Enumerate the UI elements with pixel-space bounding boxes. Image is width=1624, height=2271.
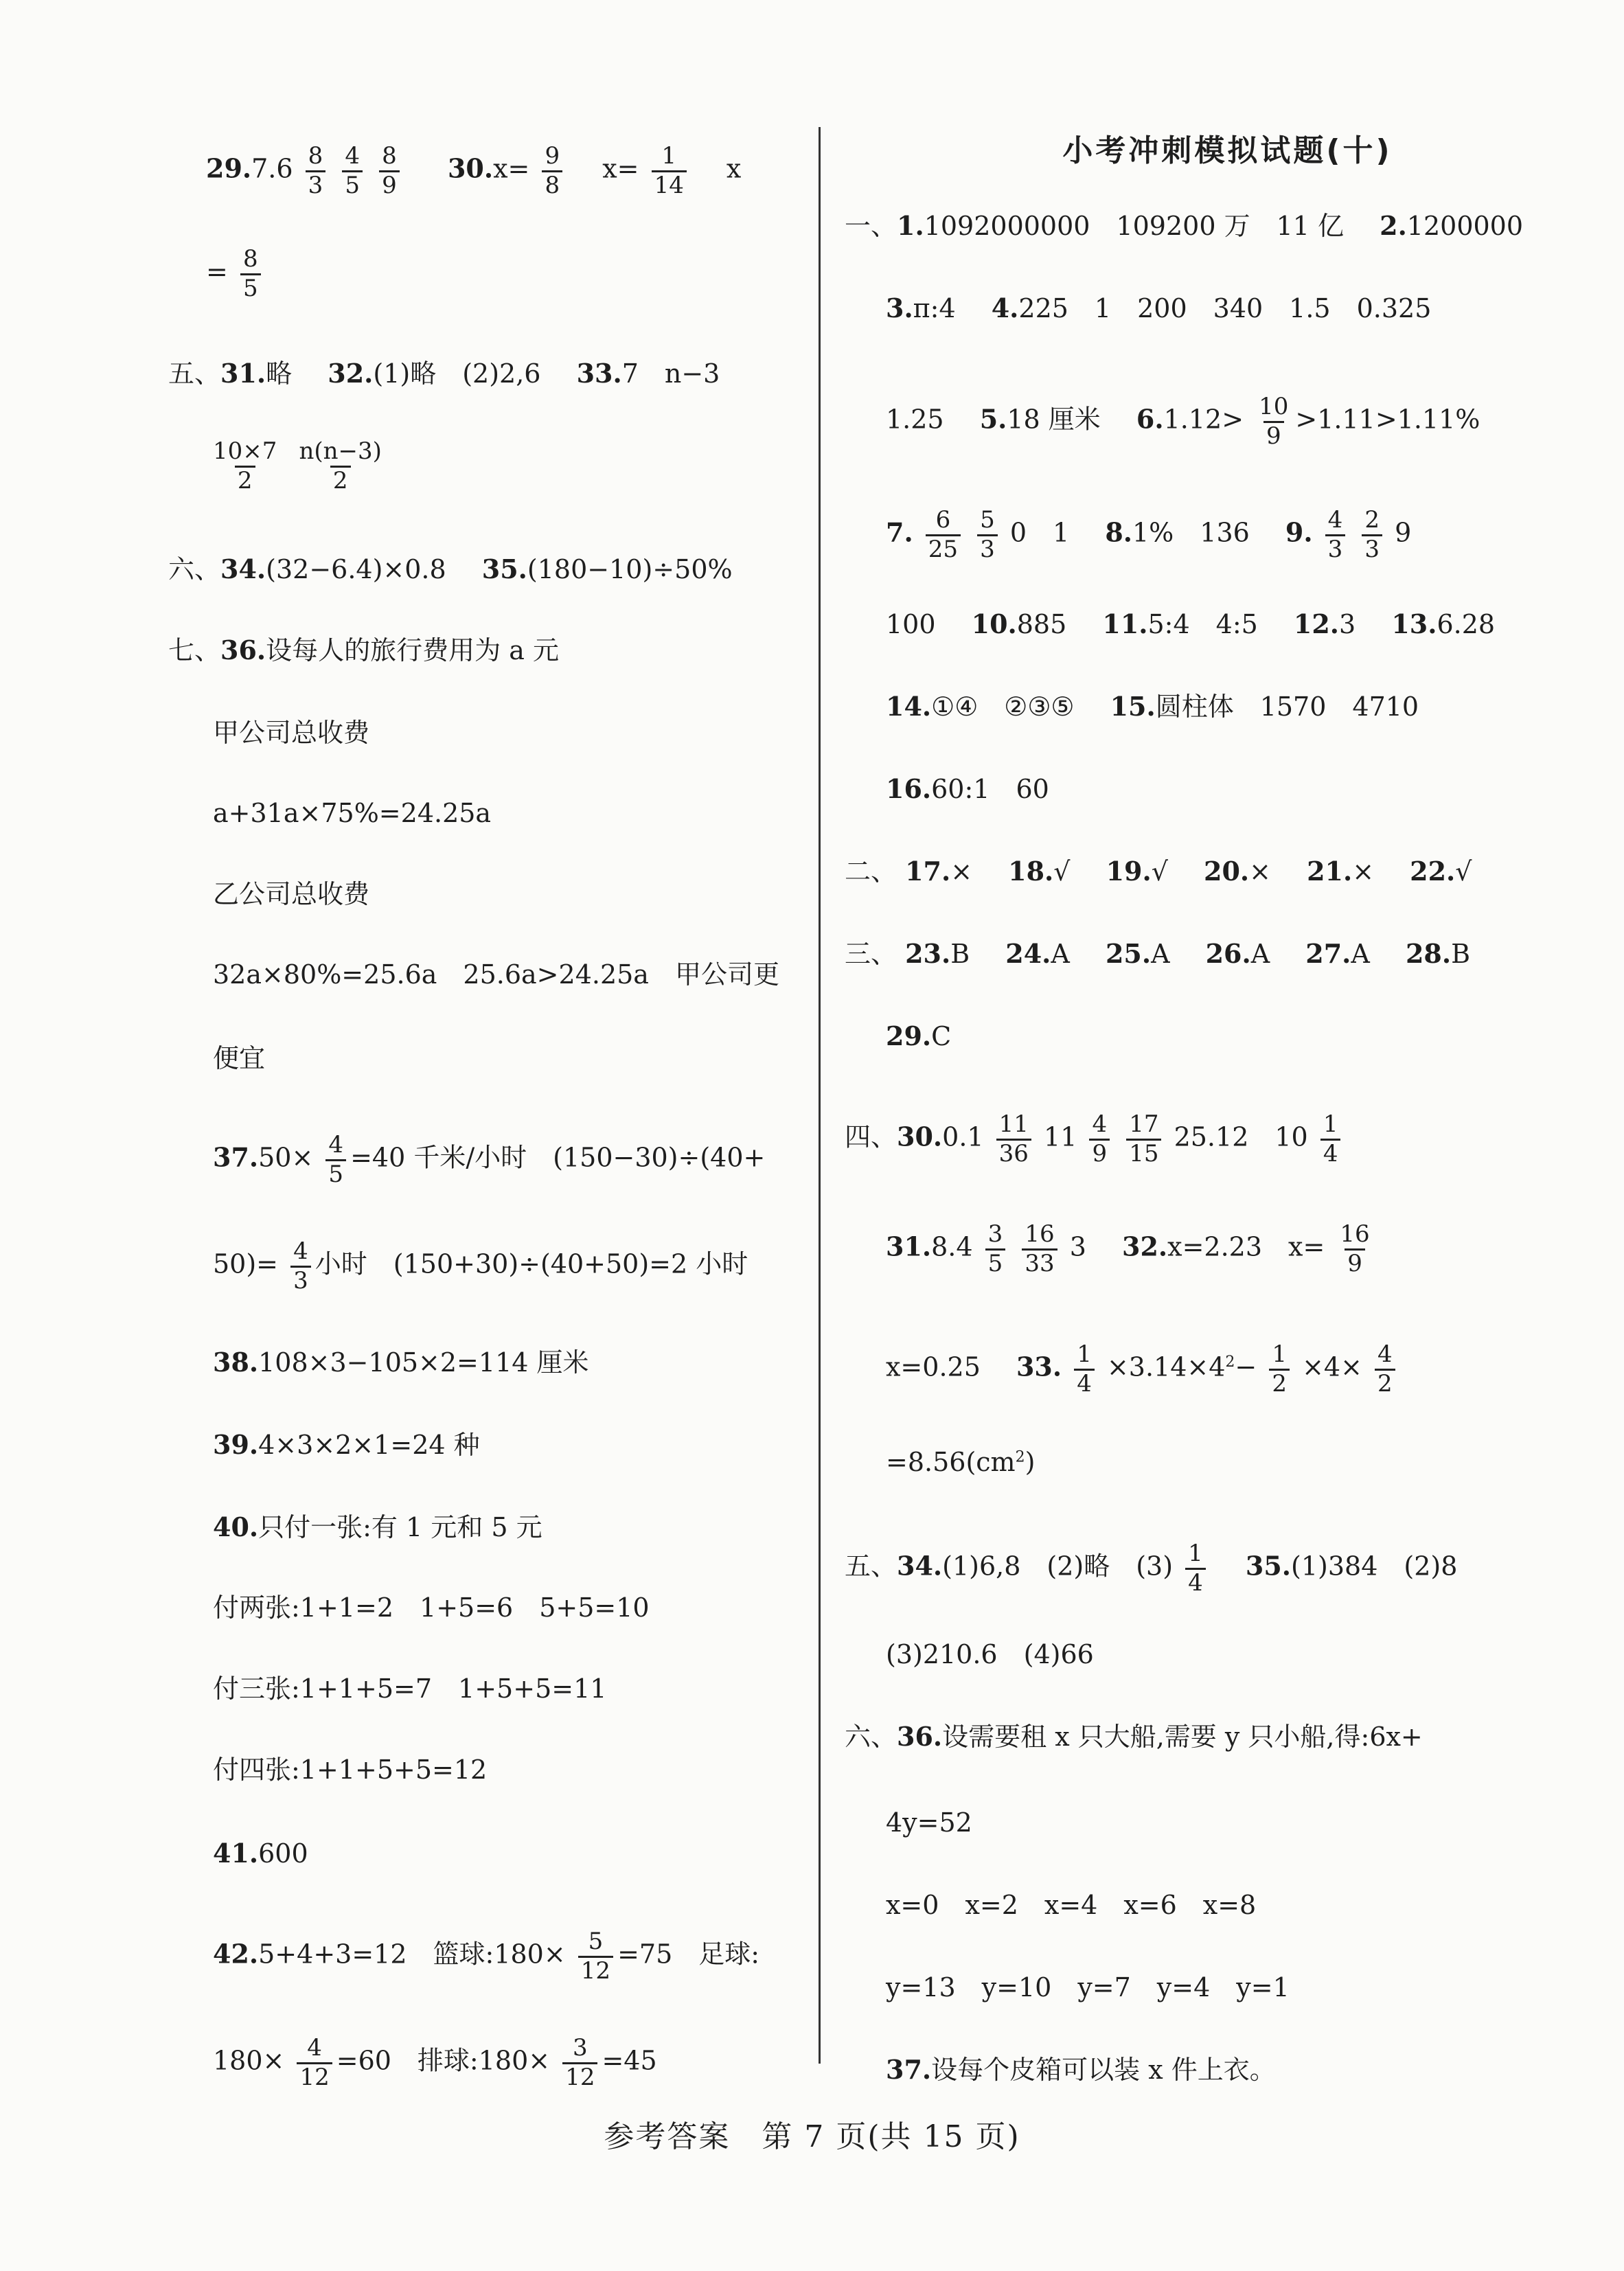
fraction: $\frac{3}{12}$ — [562, 2036, 597, 2090]
fraction: $\frac{17}{15}$ — [1126, 1112, 1161, 1166]
fraction: $\frac{1}{2}$ — [1269, 1343, 1290, 1396]
fraction: $\frac{8}{3}$ — [306, 144, 326, 198]
fraction: $\frac{1}{4}$ — [1074, 1343, 1095, 1396]
right-row-11: 四、30.0.1 $\frac{11}{36}$ 11 $\frac{4}{9}$ $\frac{17}{15}$ 25.12 10 $\frac{1}{4}$ — [845, 1112, 1345, 1166]
right-row-2: 3.π:4 4.225 1 200 340 1.5 0.325 — [886, 293, 1432, 323]
answer-42: 42.5+4+3=12 篮球:180× $\frac{5}{12}$ =75 足球: — [213, 1928, 760, 1985]
fraction: $\frac{1}{4}$ — [1320, 1112, 1341, 1166]
answer-36-line-1: 甲公司总收费 — [213, 718, 370, 748]
answer-29: 29.7.6 $\frac{8}{3}$ $\frac{4}{5}$ $\frac{8}{9}$ 30.x= $\frac{9}{8}$ x= $\frac{1}{14}$ x — [206, 142, 742, 199]
answer-36-line-3: 乙公司总收费 — [213, 879, 370, 909]
right-row-18: 4y=52 — [886, 1807, 972, 1838]
fraction: $\frac{4}{3}$ — [290, 1240, 311, 1293]
right-row-13: x=0.25 33. $\frac{1}{4}$ $\times 3.14\times 4^2-$ $\frac{1}{2}$ ×4× $\frac{4}{2}$ — [886, 1343, 1399, 1396]
fraction: $\frac{10\times 7}{2}$ — [213, 437, 277, 494]
answer-40-line-1: 付两张:1+1=2 1+5=6 5+5=10 — [213, 1593, 650, 1623]
fraction: $\frac{4}{5}$ — [325, 1133, 346, 1187]
fraction: $\frac{5}{12}$ — [578, 1930, 613, 1983]
fraction: $\frac{4}{9}$ — [1089, 1112, 1110, 1166]
answer-33-fractions — [206, 437, 389, 494]
answer-40-line-3: 付四张:1+1+5+5=12 — [213, 1755, 488, 1785]
right-row-14: $=8.56(cm^2)$ — [886, 1447, 1036, 1477]
fraction: $\frac{16}{33}$ — [1022, 1222, 1057, 1276]
answer-37-cont: 50)= $\frac{4}{3}$ 小时 (150+30)÷(40+50)=2 小时 — [213, 1237, 748, 1294]
answer-37: 37.50× $\frac{4}{5}$ =40 千米/小时 (150−30)÷(40+ — [213, 1131, 766, 1188]
fraction: $\frac{2}{3}$ — [1362, 508, 1382, 562]
answer-36-line-2: a+31a×75%=24.25a — [213, 798, 492, 828]
right-row-19: x=0 x=2 x=4 x=6 x=8 — [886, 1890, 1257, 1920]
fraction: $\frac{1}{14}$ — [652, 144, 687, 198]
answer-41: 41.600 — [213, 1838, 308, 1869]
right-row-9: 三、 23.B 24.A 25.A 26.A 27.A 28.B — [845, 938, 1471, 969]
section-5-line: 五、31.略 32.(1)略 (2)2,6 33.7 n−3 — [168, 358, 720, 389]
answer-30-cont: = $\frac{8}{5}$ — [206, 247, 265, 301]
fraction: $\frac{n(n-3)}{2}$ — [299, 437, 382, 494]
fraction: $\frac{1}{4}$ — [1185, 1542, 1206, 1595]
section-title: 小考冲刺模拟试题(十) — [1062, 133, 1393, 168]
answer-38: 38.108×3−105×2=114 厘米 — [213, 1347, 589, 1378]
right-row-4: 7. $\frac{6}{25}$ $\frac{5}{3}$ 0 1 8.1% 136 9. $\frac{4}{3}$ $\frac{2}{3}$ 9 — [886, 506, 1412, 563]
answer-36-line-5: 便宜 — [213, 1043, 266, 1073]
fraction: $\frac{4}{2}$ — [1375, 1343, 1395, 1396]
fraction: $\frac{5}{3}$ — [977, 508, 998, 562]
page-footer: 参考答案 第 7 页(共 15 页) — [604, 2119, 1020, 2154]
right-row-15: 五、34.(1)6,8 (2)略 (3) $\frac{1}{4}$ 35.(1)384 (2)8 — [845, 1540, 1458, 1597]
right-row-12: 31.8.4 $\frac{3}{5}$ $\frac{16}{33}$ 3 32.x=2.23 x= $\frac{16}{9}$ — [886, 1222, 1377, 1276]
answer-42-cont: 180× $\frac{4}{12}$ =60 排球:180× $\frac{3}{12}$ =45 — [213, 2034, 657, 2091]
right-row-3: 1.25 5.18 厘米 6.1.12> $\frac{10}{9}$ >1.11>1.11% — [886, 393, 1480, 450]
right-row-16: (3)210.6 (4)66 — [886, 1639, 1094, 1669]
right-row-21: 37.设每个皮箱可以装 x 件上衣。 — [886, 2054, 1276, 2085]
right-row-8: 二、 17.× 18.√ 19.√ 20.× 21.× 22.√ — [845, 856, 1472, 887]
right-row-10: 29.C — [886, 1020, 952, 1051]
section-7-line: 七、36.设每人的旅行费用为 a 元 — [168, 635, 559, 665]
answer-40: 40.只付一张:有 1 元和 5 元 — [213, 1511, 542, 1542]
right-row-1: 一、1.1092000000 109200 万 11 亿 2.1200000 — [845, 210, 1524, 241]
fraction: $\frac{10}{9}$ — [1259, 393, 1289, 450]
right-row-7: 16.60:1 60 — [886, 773, 1049, 804]
answer-39: 39.4×3×2×1=24 种 — [213, 1429, 480, 1460]
fraction: $\frac{8}{5}$ — [240, 247, 261, 301]
answer-36-line-4: 32a×80%=25.6a 25.6a>24.25a 甲公司更 — [213, 959, 779, 990]
section-6-line: 六、34.(32−6.4)×0.8 35.(180−10)÷50% — [168, 554, 733, 584]
fraction: $\frac{8}{9}$ — [379, 144, 400, 198]
column-divider — [819, 127, 821, 2064]
right-row-17: 六、36.设需要租 x 只大船,需要 y 只小船,得:6x+ — [845, 1721, 1423, 1752]
fraction: $\frac{11}{36}$ — [996, 1112, 1031, 1166]
right-row-5: 100 10.885 11.5:4 4:5 12.3 13.6.28 — [886, 608, 1496, 639]
fraction: $\frac{4}{3}$ — [1325, 508, 1346, 562]
answer-40-line-2: 付三张:1+1+5=7 1+5+5=11 — [213, 1674, 607, 1704]
right-row-20: y=13 y=10 y=7 y=4 y=1 — [886, 1972, 1290, 2002]
fraction: $\frac{6}{25}$ — [926, 508, 961, 562]
fraction: $\frac{4}{12}$ — [297, 2036, 332, 2090]
fraction: $\frac{9}{8}$ — [542, 144, 562, 198]
fraction: $\frac{4}{5}$ — [342, 144, 363, 198]
right-row-6: 14.①④ ②③⑤ 15.圆柱体 1570 4710 — [886, 691, 1419, 722]
fraction: $\frac{3}{5}$ — [985, 1222, 1006, 1276]
fraction: $\frac{16}{9}$ — [1340, 1220, 1370, 1277]
